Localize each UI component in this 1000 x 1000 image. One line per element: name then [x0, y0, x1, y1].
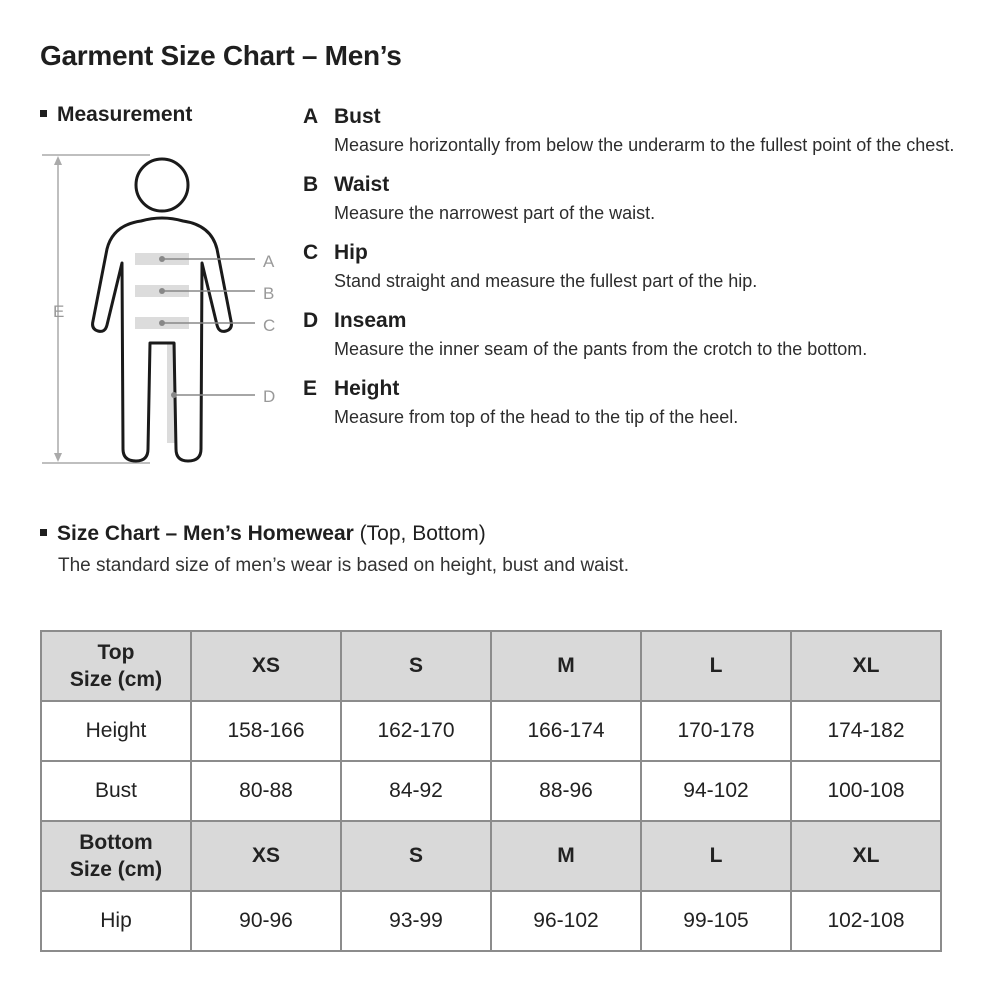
definition-waist	[303, 170, 993, 226]
size-header-cell: XS	[191, 821, 341, 891]
definition-height	[303, 374, 993, 430]
table-row	[41, 701, 941, 761]
table-cell: 100-108	[791, 761, 941, 821]
height-arrow-bottom-icon	[54, 453, 62, 462]
figure-label-d: D	[263, 387, 276, 406]
body-measurement-figure	[35, 145, 295, 475]
size-header-cell: M	[491, 821, 641, 891]
definition-inseam	[303, 306, 993, 362]
definition-text: Stand straight and measure the fullest part of the hip.	[334, 271, 758, 291]
bullet-icon	[40, 529, 47, 536]
table-row	[41, 891, 941, 951]
bullet-icon	[40, 110, 47, 117]
bust-pointer-dot	[159, 256, 165, 262]
definition-text: Measure the narrowest part of the waist.	[334, 203, 656, 223]
size-chart-heading	[40, 522, 486, 546]
bottom-label-line1: Bottom	[79, 831, 153, 854]
definition-letter: B	[303, 173, 319, 196]
table-cell: 94-102	[641, 761, 791, 821]
definition-name: Bust	[334, 105, 381, 128]
measurement-definitions	[303, 102, 993, 442]
definition-text: Measure horizontally from below the underarm to the fullest point of the chest.	[334, 135, 955, 155]
top-label-line1: Top	[97, 641, 135, 664]
size-header-cell: XS	[191, 631, 341, 701]
size-header-cell: L	[641, 631, 791, 701]
size-header-cell: L	[641, 821, 791, 891]
size-chart-subtext: The standard size of men’s wear is based on height, bust and waist.	[58, 555, 630, 576]
definition-bust	[303, 102, 993, 158]
definition-text: Measure the inner seam of the pants from the crotch to the bottom.	[334, 339, 868, 359]
head-shape	[136, 159, 188, 211]
size-header-cell: S	[341, 821, 491, 891]
size-header-cell: XL	[791, 821, 941, 891]
inseam-pointer-dot	[171, 392, 177, 398]
figure-label-b: B	[263, 284, 275, 303]
table-cell: 84-92	[341, 761, 491, 821]
top-header-row	[41, 631, 941, 701]
definition-name: Height	[334, 377, 400, 400]
size-table	[40, 630, 942, 952]
definition-name: Waist	[334, 173, 390, 196]
size-chart-heading-bold: Size Chart – Men’s Homewear	[57, 522, 354, 545]
bottom-size-label	[41, 821, 191, 891]
table-cell: 80-88	[191, 761, 341, 821]
row-label: Hip	[41, 891, 191, 951]
hip-pointer-dot	[159, 320, 165, 326]
size-header-cell: S	[341, 631, 491, 701]
measurement-heading	[40, 103, 192, 127]
table-cell: 96-102	[491, 891, 641, 951]
table-cell: 99-105	[641, 891, 791, 951]
row-label: Bust	[41, 761, 191, 821]
table-cell: 174-182	[791, 701, 941, 761]
definition-letter: C	[303, 241, 319, 264]
table-cell: 88-96	[491, 761, 641, 821]
table-cell: 102-108	[791, 891, 941, 951]
definition-text: Measure from top of the head to the tip of the heel.	[334, 407, 739, 427]
height-arrow-top-icon	[54, 156, 62, 165]
table-cell: 90-96	[191, 891, 341, 951]
table-cell: 162-170	[341, 701, 491, 761]
table-row	[41, 761, 941, 821]
figure-label-a: A	[263, 252, 275, 271]
definition-letter: D	[303, 309, 319, 332]
definition-letter: A	[303, 105, 319, 128]
measurement-heading-text: Measurement	[57, 103, 193, 126]
row-label: Height	[41, 701, 191, 761]
table-cell: 158-166	[191, 701, 341, 761]
waist-pointer-dot	[159, 288, 165, 294]
figure-label-c: C	[263, 316, 276, 335]
top-size-label	[41, 631, 191, 701]
figure-label-e: E	[53, 302, 65, 321]
table-cell: 170-178	[641, 701, 791, 761]
size-header-cell: M	[491, 631, 641, 701]
top-label-line2: Size (cm)	[69, 668, 163, 691]
bottom-label-line2: Size (cm)	[69, 858, 163, 881]
definition-name: Inseam	[334, 309, 407, 332]
definition-letter: E	[303, 377, 318, 400]
table-cell: 93-99	[341, 891, 491, 951]
size-header-cell: XL	[791, 631, 941, 701]
bottom-header-row	[41, 821, 941, 891]
definition-hip	[303, 238, 993, 294]
definition-name: Hip	[334, 241, 368, 264]
size-chart-heading-light: (Top, Bottom)	[359, 522, 486, 545]
table-cell: 166-174	[491, 701, 641, 761]
page-title: Garment Size Chart – Men’s	[40, 40, 402, 71]
